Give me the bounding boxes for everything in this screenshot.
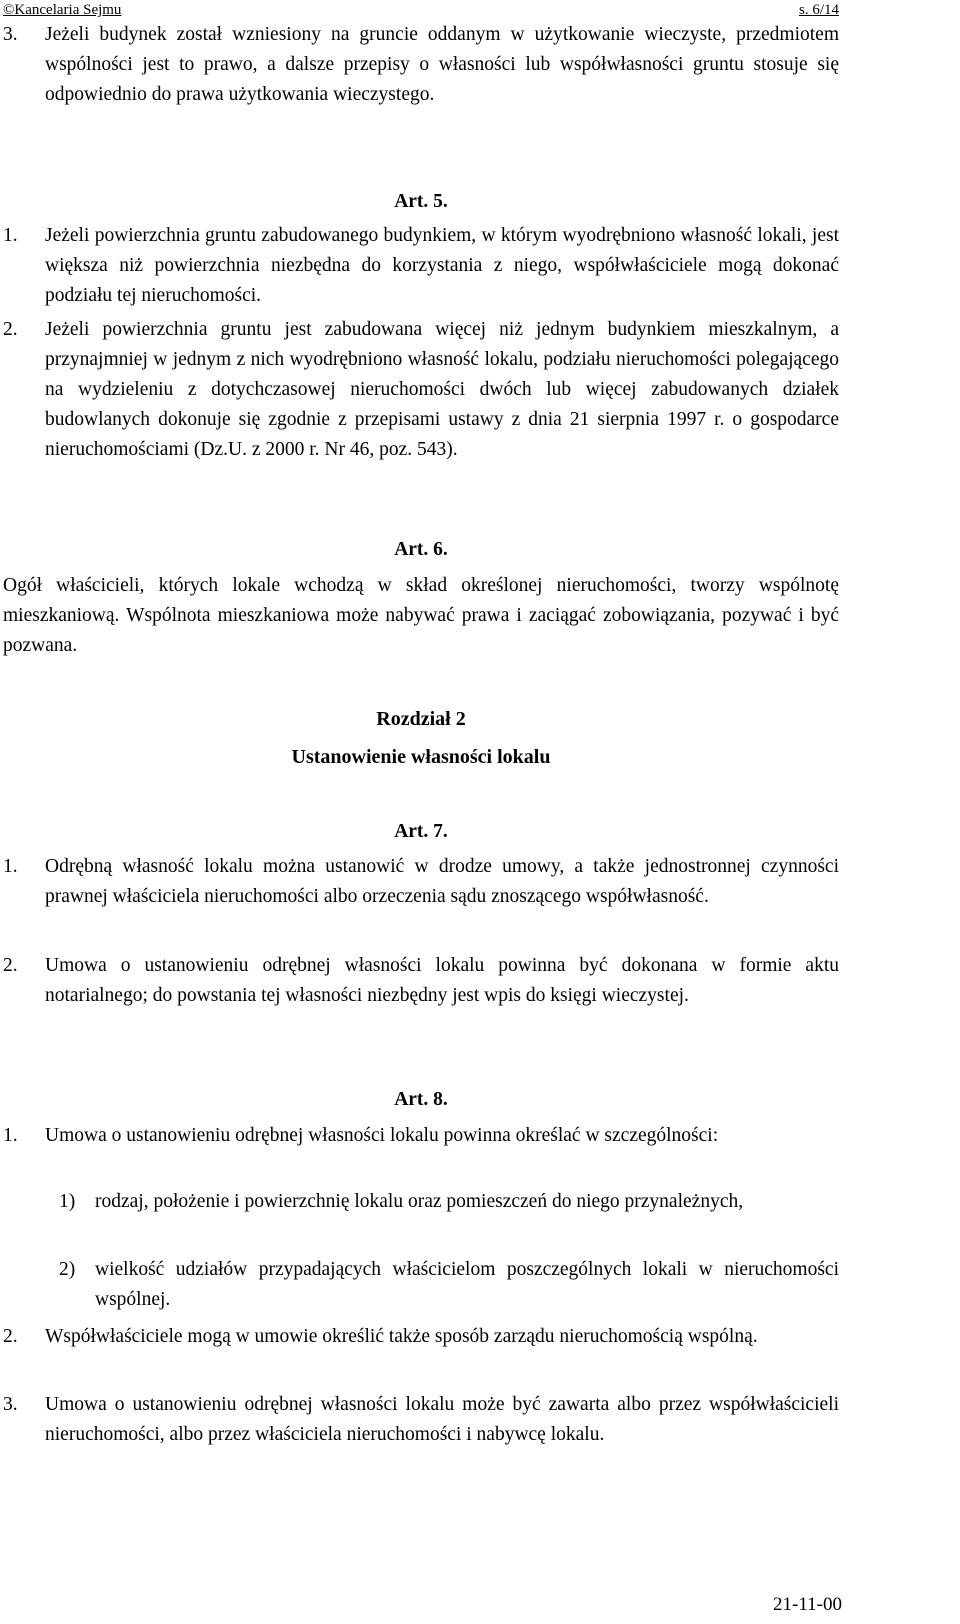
chapter-heading: Rozdział 2 — [376, 708, 466, 730]
art8-point-2 — [45, 1255, 839, 1315]
article-8-heading: Art. 8. — [394, 1089, 448, 1110]
art5-paragraph-2 — [3, 315, 839, 465]
paragraph-number: 1. — [3, 856, 18, 877]
paragraph-text: Umowa o ustanowieniu odrębnej własności lokalu powinna być dokonana w formie aktu notarialnego; do powstania tej własności niezbędny jest wpis do księgi wieczystej. — [45, 955, 839, 1006]
art8-paragraph-1 — [3, 1121, 839, 1151]
paragraph-text: Umowa o ustanowieniu odrębnej własności lokalu może być zawarta albo przez współwłaścicieli nieruchomości, albo przez właściciela nieruchomości i nabywcę lokalu. — [45, 1394, 839, 1445]
paragraph-number: 2. — [3, 1326, 18, 1347]
art8-paragraph-2 — [3, 1322, 839, 1352]
point-text: wielkość udziałów przypadających właścicielom poszczególnych lokali w nieruchomości wspólnej. — [95, 1259, 839, 1310]
chapter-title: Ustanowienie własności lokalu — [291, 746, 551, 768]
art8-paragraph-3 — [3, 1390, 839, 1450]
paragraph-text: Ogół właścicieli, których lokale wchodzą w skład określonej nieruchomości, tworzy wspólnotę mieszkaniową. Wspólnota mieszkaniowa może nabywać prawa i zaciągać zobowiązania, pozywać i być pozwana. — [3, 575, 839, 656]
paragraph-text: Współwłaściciele mogą w umowie określić także sposób zarządu nieruchomością wspólną. — [45, 1326, 758, 1347]
point-number: 2) — [59, 1259, 76, 1280]
art7-paragraph-2 — [3, 951, 839, 1011]
header-source: ©Kancelaria Sejmu — [3, 2, 122, 18]
paragraph-text: Jeżeli powierzchnia gruntu jest zabudowana więcej niż jednym budynkiem mieszkalnym, a przynajmniej w jednym z nich wyodrębniono własność lokalu, podziału nieruchomości polegającego na wydzieleniu z dotychczasowej nieruchomości dwóch lub więcej zabudowanych działek budowlanych dokonuje się zgodnie z przepisami ustawy z dnia 21 sierpnia 1997 r. o gospodarce nieruchomościami (Dz.U. z 2000 r. Nr 46, poz. 543). — [45, 319, 839, 460]
art7-paragraph-1 — [3, 852, 839, 912]
paragraph-number: 1. — [3, 1125, 18, 1146]
article-7-heading: Art. 7. — [394, 821, 448, 842]
point-text: rodzaj, położenie i powierzchnię lokalu oraz pomieszczeń do niego przynależnych, — [95, 1191, 744, 1212]
article-6-heading: Art. 6. — [394, 539, 448, 560]
art5-paragraph-1 — [3, 221, 839, 311]
paragraph-text: Umowa o ustanowieniu odrębnej własności lokalu powinna określać w szczególności: — [45, 1125, 719, 1146]
paragraph-number: 3. — [3, 1394, 18, 1415]
article-5-heading: Art. 5. — [394, 191, 448, 212]
paragraph-3 — [3, 20, 839, 110]
point-number: 1) — [59, 1191, 76, 1212]
paragraph-number: 2. — [3, 955, 18, 976]
paragraph-number: 3. — [3, 24, 18, 45]
art8-point-1 — [45, 1187, 839, 1217]
paragraph-text: Jeżeli powierzchnia gruntu zabudowanego budynkiem, w którym wyodrębniono własność lokali, jest większa niż powierzchnia niezbędna do korzystania z niego, współwłaściciele mogą dokonać podziału tej nieruchomości. — [45, 225, 839, 306]
paragraph-text: Jeżeli budynek został wzniesiony na gruncie oddanym w użytkowanie wieczyste, przedmiotem wspólności jest to prawo, a dalsze przepisy o własności lub współwłasności gruntu stosuje się odpowiednio do prawa użytkowania wieczystego. — [45, 24, 839, 105]
paragraph-number: 2. — [3, 319, 18, 340]
footer-date: 21-11-00 — [773, 1594, 842, 1615]
paragraph-text: Odrębną własność lokalu można ustanowić w drodze umowy, a także jednostronnej czynności prawnej właściciela nieruchomości albo orzeczenia sądu znoszącego współwłasność. — [45, 856, 839, 907]
header-page-number: s. 6/14 — [798, 2, 839, 18]
paragraph-number: 1. — [3, 225, 18, 246]
art6-paragraph — [3, 571, 839, 661]
